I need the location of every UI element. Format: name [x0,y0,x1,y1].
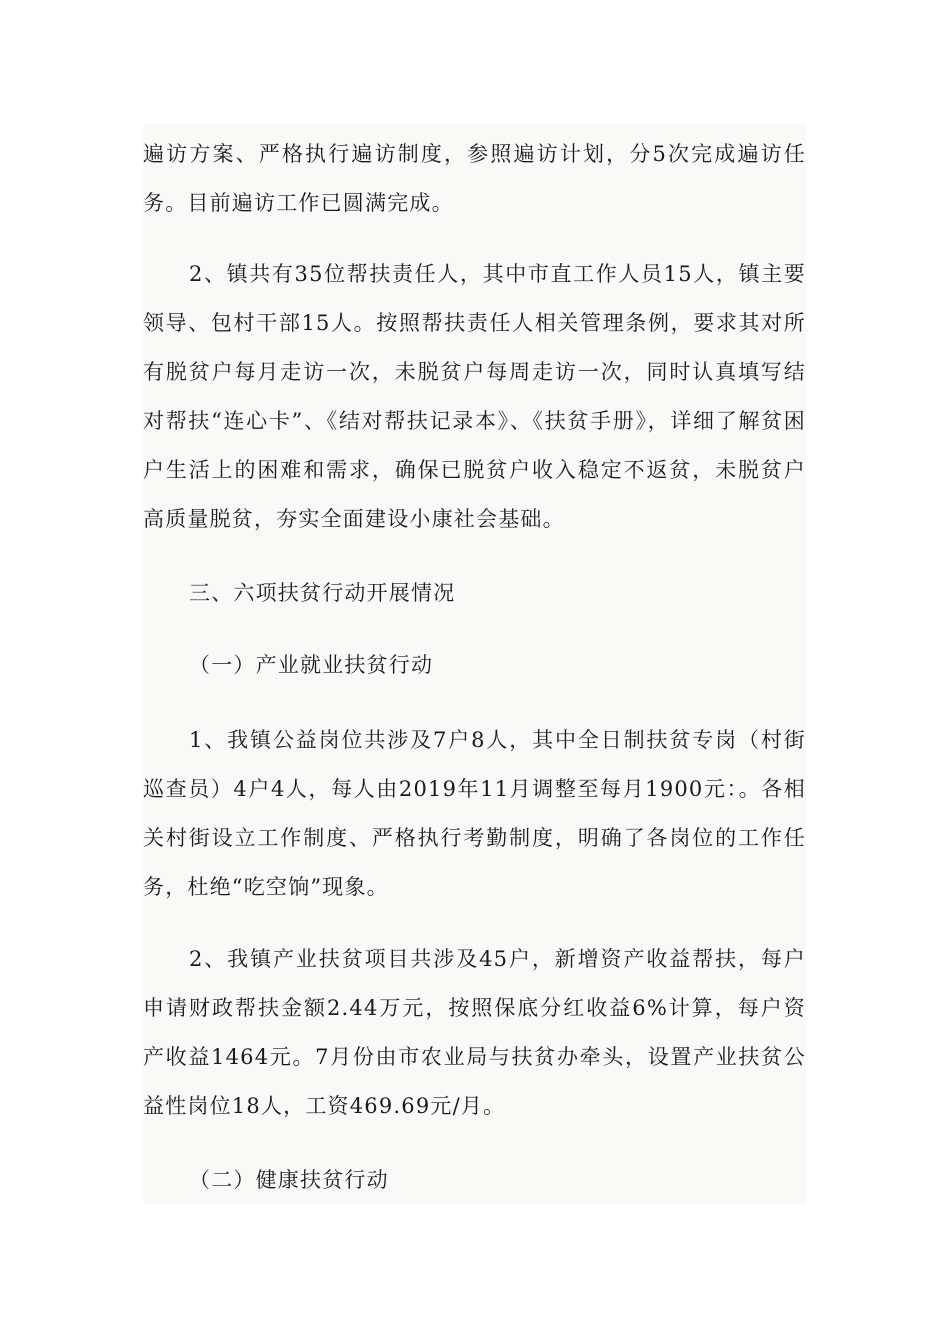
paragraph-responsible-persons: 2、镇共有35位帮扶责任人，其中市直工作人员15人，镇主要领导、包村干部15人。按照帮扶责任人相关管理条例，要求其对所有脱贫户每月走访一次，未脱贫户每周走访一次，同时认真填写结对帮扶“连心卡”、《结对帮扶记录本》、《扶贫手册》，详细了解贫困户生活上的困难和需求，确保已脱贫户收入稳定不返贫，未脱贫户高质量脱贫，夯实全面建设小康社会基础。 [143,262,806,531]
section-heading-six-actions: 三、六项扶贫行动开展情况 [189,581,456,605]
paragraph-visit-plan-continued: 遍访方案、严格执行遍访制度，参照遍访计划，分5次完成遍访任务。目前遍访工作已圆满完成。 [143,142,806,215]
subsection-heading-industry-employment: （一）产业就业扶贫行动 [189,653,434,677]
paragraph-public-welfare-posts: 1、我镇公益岗位共涉及7户8人，其中全日制扶贫专岗（村街巡查员）4户4人，每人由2019年11月调整至每月1900元：。各相关村街设立工作制度、严格执行考勤制度，明确了各岗位的工作任务，杜绝“吃空饷”现象。 [143,728,806,899]
subsection-heading-health: （二）健康扶贫行动 [189,1168,389,1192]
document-page [143,124,806,1204]
paragraph-industry-projects: 2、我镇产业扶贫项目共涉及45户，新增资产收益帮扶，每户申请财政帮扶金额2.44万元，按照保底分红收益6%计算，每户资产收益1464元。7月份由市农业局与扶贫办牵头，设置产业扶贫公益性岗位18人，工资469.69元/月。 [143,947,806,1118]
